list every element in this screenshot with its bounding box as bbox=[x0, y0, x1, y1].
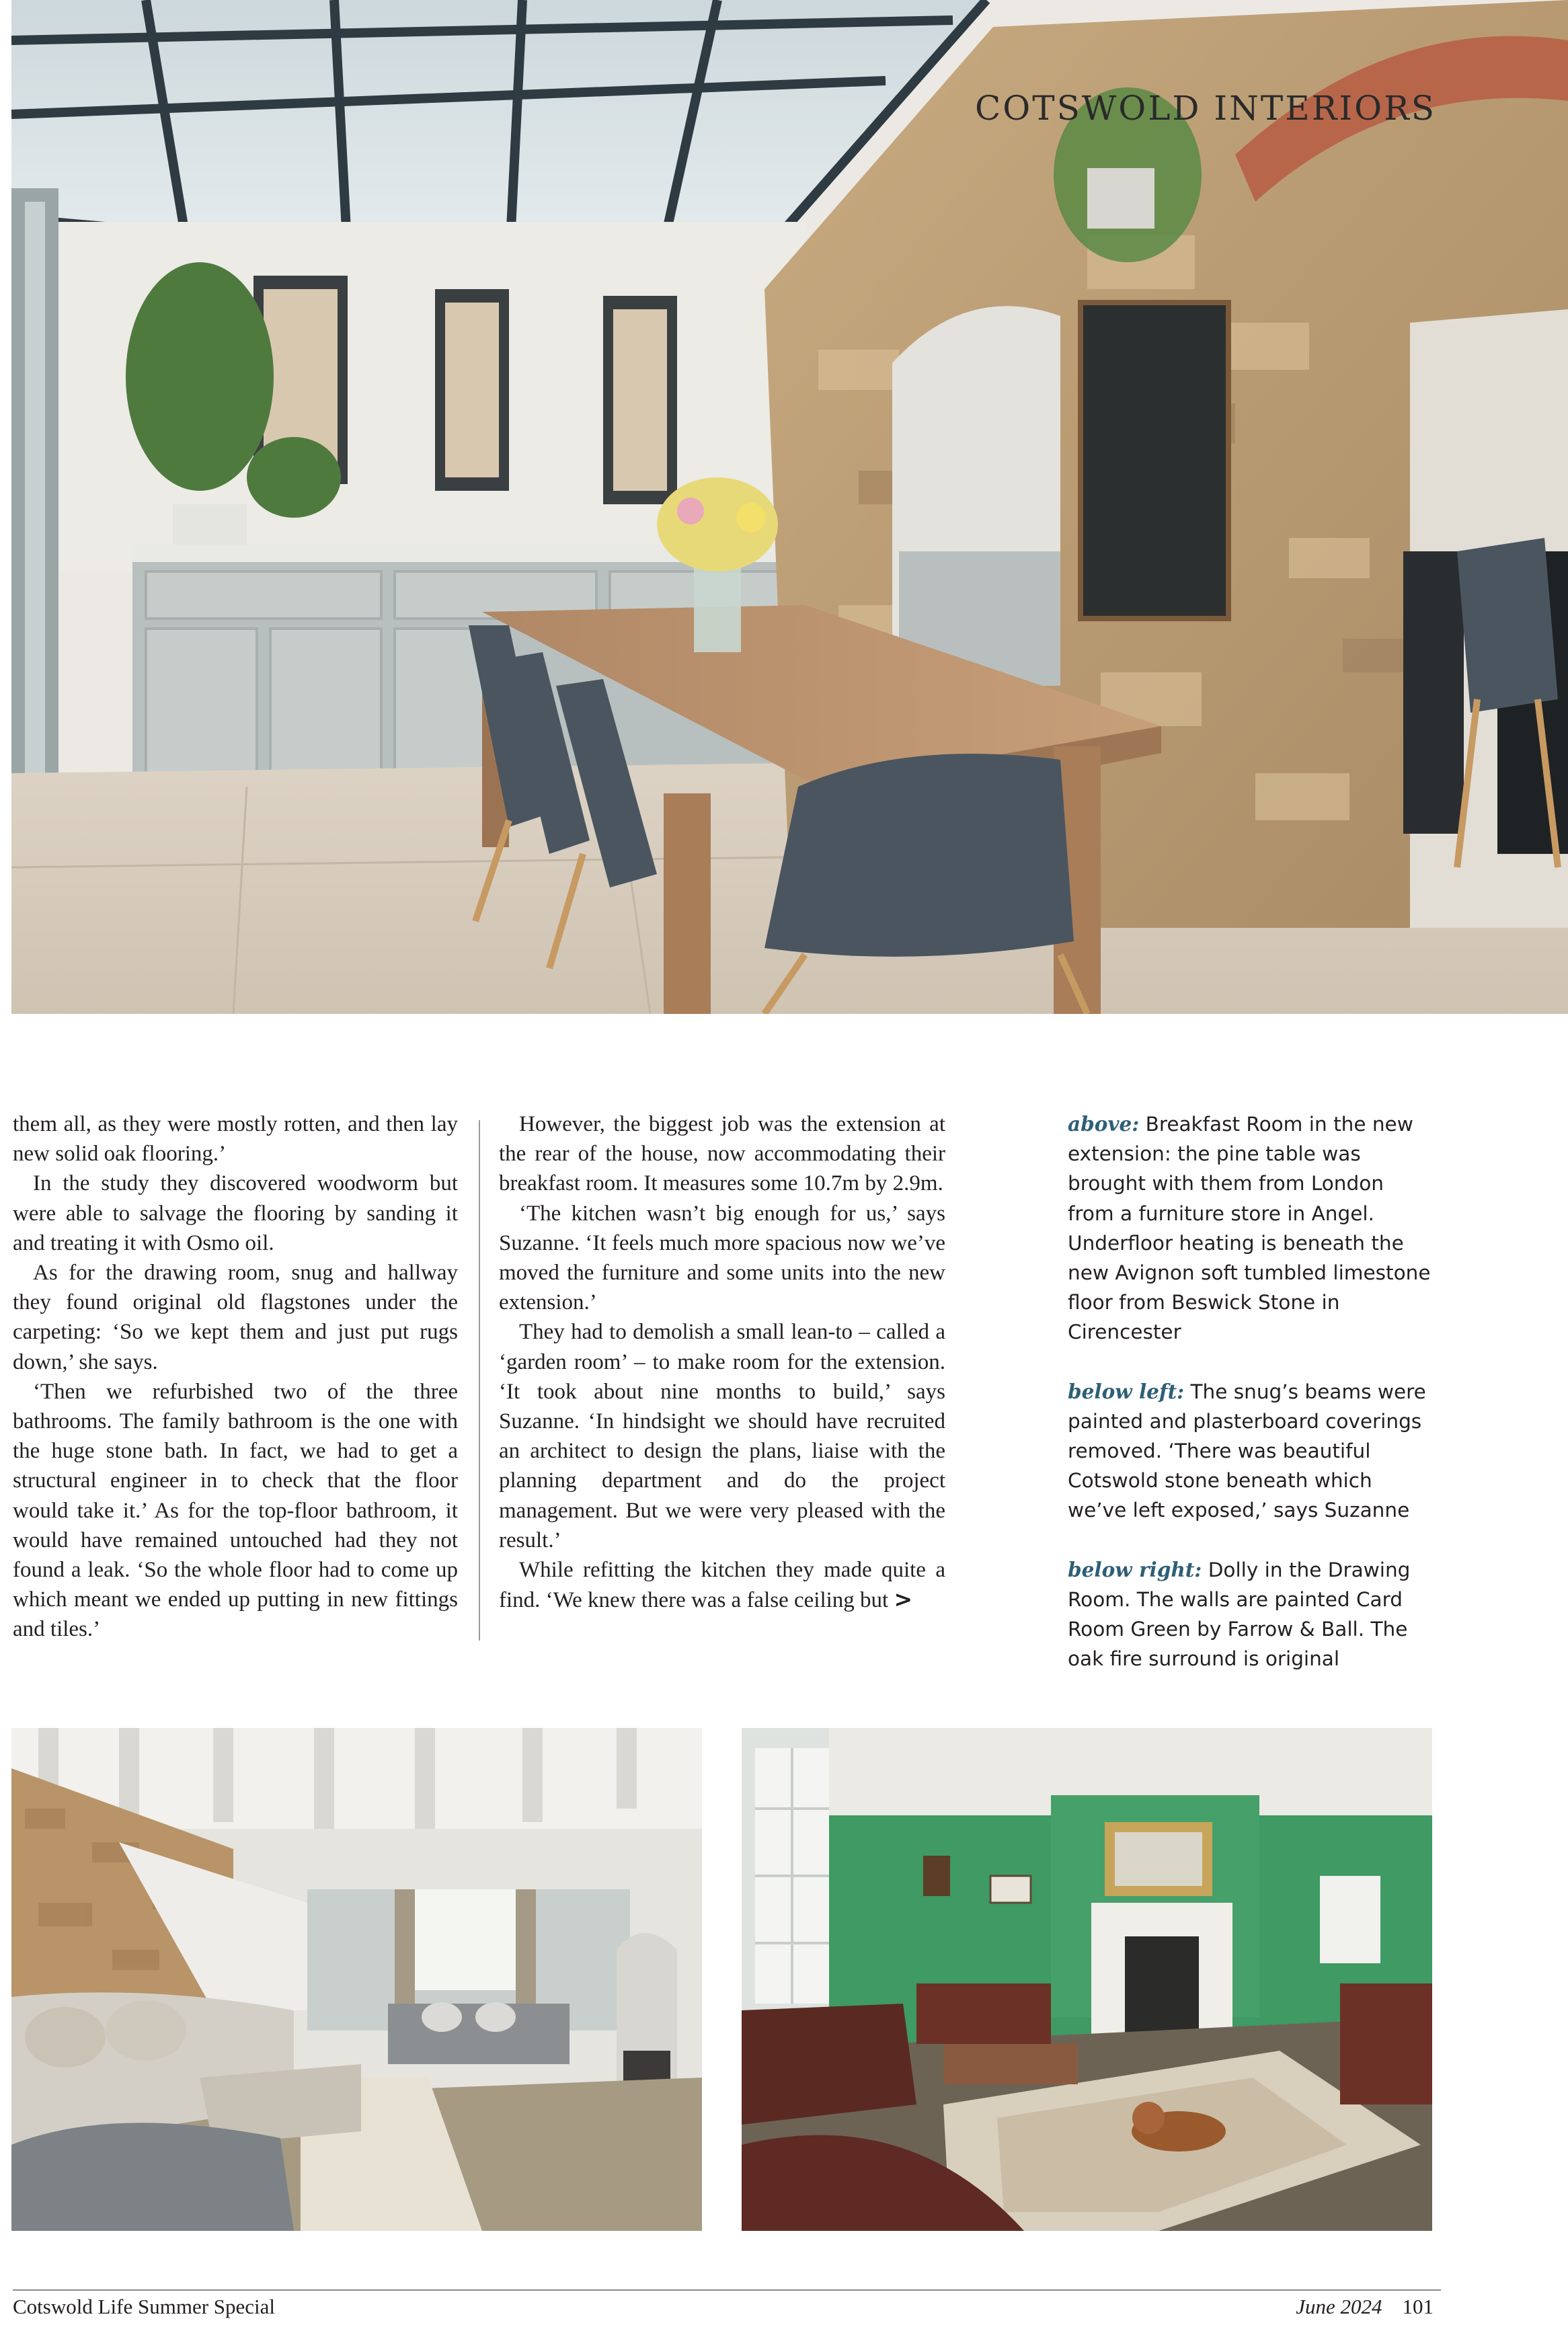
caption-label: below left: bbox=[1068, 1379, 1185, 1403]
issue-date: June 2024 bbox=[1296, 2295, 1382, 2318]
caption-above bbox=[1068, 1109, 1431, 1347]
column-divider bbox=[479, 1120, 480, 1641]
body-paragraph: In the study they discovered woodworm but were able to salvage the flooring by sanding it and treating it with Osmo oil. bbox=[13, 1171, 458, 1255]
caption-text: The snug’s beams were painted and plasterboard coverings removed. ‘There was beautiful Cotswold stone beneath which we’ve left exposed,’ says Suzanne bbox=[1068, 1380, 1426, 1522]
publication-name: Cotswold Life Summer Special bbox=[13, 2295, 276, 2318]
body-paragraph: They had to demolish a small lean-to – called a ‘garden room’ – to make room for the extension. ‘It took about nine months to build,’ says Suzanne. ‘In hindsight we should have recruited an architect to design the plans, liaise with the planning department and do the project management. But we were very pleased with the result.’ bbox=[499, 1320, 945, 1552]
captions-column bbox=[1068, 1109, 1431, 1703]
caption-text: Breakfast Room in the new extension: the pine table was brought with them from London from a furniture store in Angel. Underfloor heating is beneath the new Avignon soft tumbled limestone floor from Beswick Stone in Cirencester bbox=[1068, 1113, 1431, 1344]
body-paragraph: However, the biggest job was the extension at the rear of the house, now accommodating their breakfast room. It measures some 10.7m by 2.9m. bbox=[499, 1112, 945, 1196]
section-label: COTSWOLD INTERIORS bbox=[975, 89, 1437, 128]
page-number: 101 bbox=[1402, 2295, 1434, 2318]
continue-arrow-icon: > bbox=[894, 1586, 913, 1613]
caption-label: below right: bbox=[1068, 1557, 1202, 1581]
body-paragraph: As for the drawing room, snug and hallway they found original old flagstones under the carpeting: ‘So we kept them and just put rugs down,’ she says. bbox=[13, 1261, 458, 1374]
footer-right bbox=[1278, 2295, 1434, 2319]
caption-below-right bbox=[1068, 1555, 1431, 1674]
caption-below-left bbox=[1068, 1377, 1431, 1526]
caption-label: above: bbox=[1068, 1112, 1140, 1136]
body-paragraph-text: While refitting the kitchen they made quite a find. ‘We knew there was a false ceiling but bbox=[499, 1558, 945, 1613]
body-paragraph bbox=[499, 1555, 945, 1615]
hero-photo bbox=[11, 0, 1568, 1014]
body-paragraph: them all, as they were mostly rotten, and then lay new solid oak flooring.’ bbox=[13, 1112, 458, 1167]
body-paragraph: ‘Then we refurbished two of the three bathrooms. The family bathroom is the one with the huge stone bath. In fact, we had to get a structural engineer in to check that the floor would take it.’ As for the top-floor bathroom, it would have remained untouched had they not found a leak. ‘So the whole floor had to come up which meant we ended up putting in new fittings and tiles.’ bbox=[13, 1379, 458, 1642]
caption-text: Dolly in the Drawing Room. The walls are painted Card Room Green by Farrow & Ball. The oak fire surround is original bbox=[1068, 1558, 1411, 1671]
body-paragraph: ‘The kitchen wasn’t big enough for us,’ says Suzanne. ‘It feels much more spacious now we’ve moved the furniture and some units into the new extension.’ bbox=[499, 1201, 945, 1315]
body-column-1 bbox=[13, 1109, 458, 1645]
snug-photo bbox=[11, 1728, 702, 2231]
footer-rule bbox=[13, 2289, 1441, 2291]
body-column-2 bbox=[499, 1109, 945, 1615]
drawing-room-photo bbox=[742, 1728, 1432, 2231]
